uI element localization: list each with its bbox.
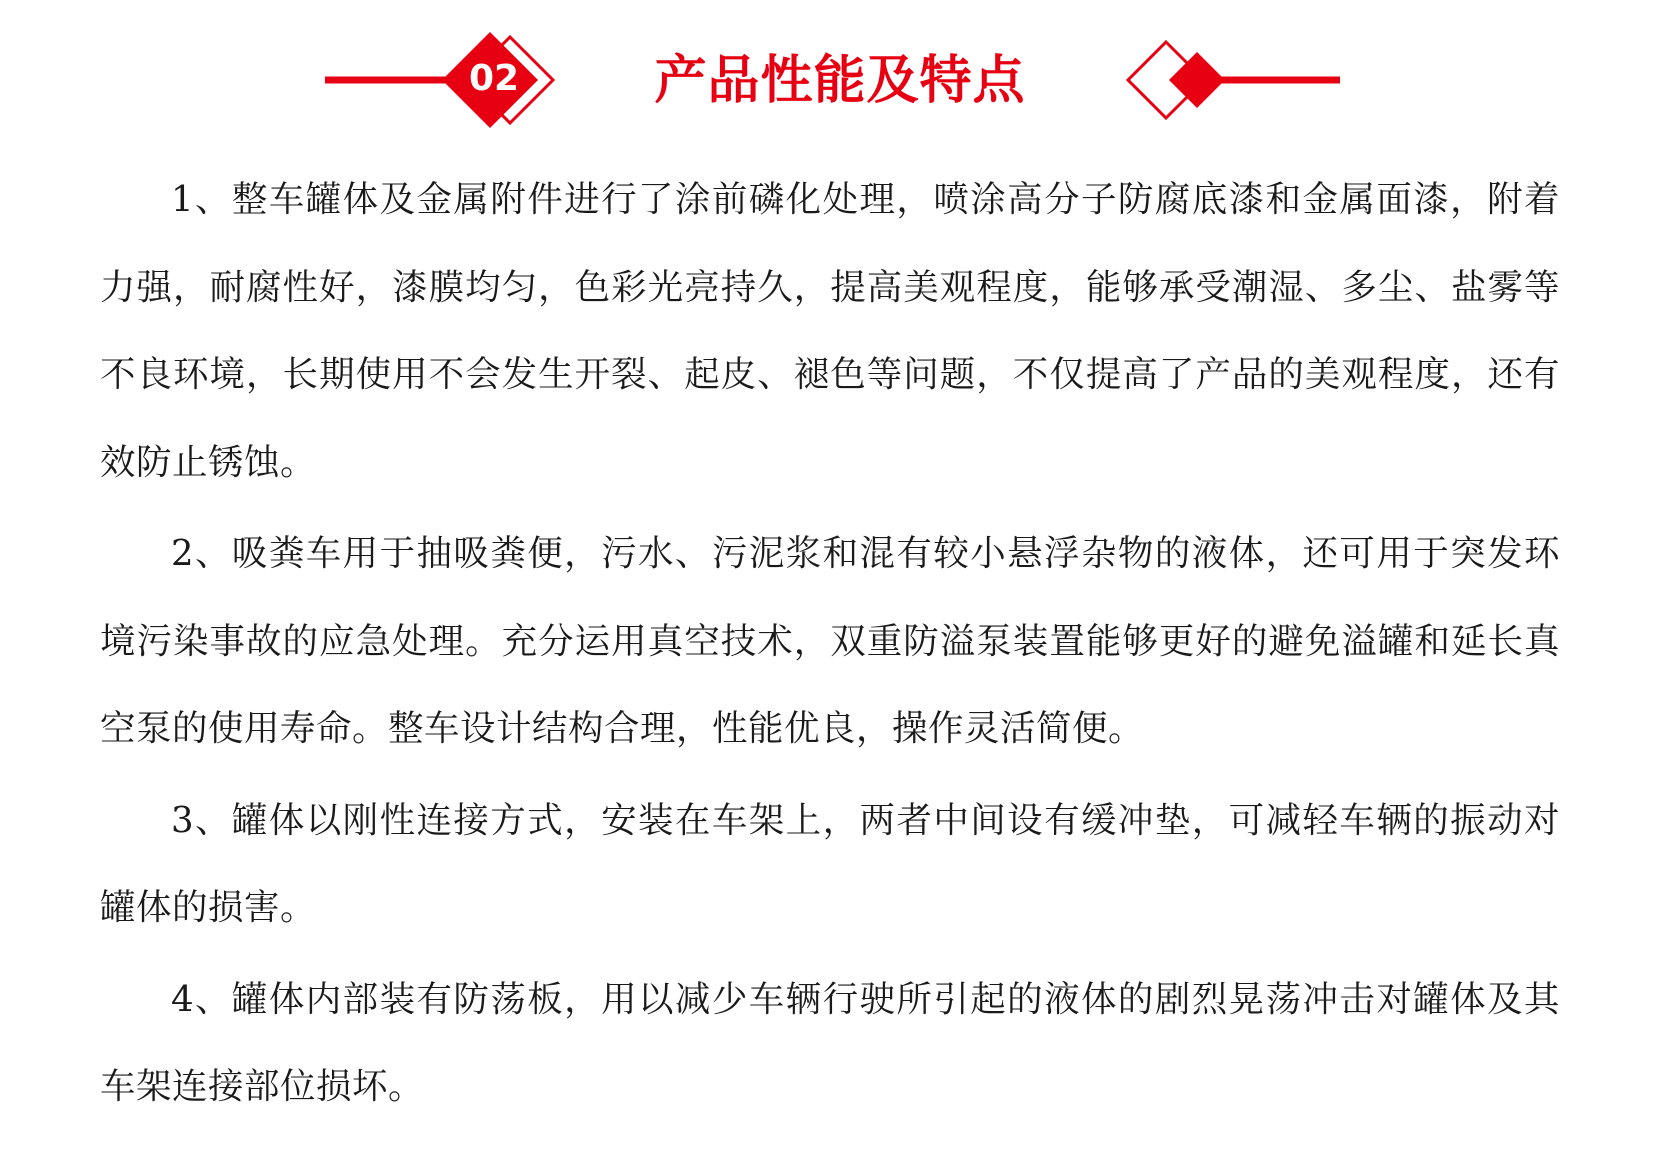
feature-list bbox=[100, 156, 1560, 1135]
feature-paragraph-2: 2、吸粪车用于抽吸粪便，污水、污泥浆和混有较小悬浮杂物的液体，还可用于突发环境污染事故的应急处理。充分运用真空技术，双重防溢泵装置能够更好的避免溢罐和延长真空泵的使用寿命。整车设计结构合理，性能优良，操作灵活简便。 bbox=[100, 533, 1560, 749]
page-title: 产品性能及特点 bbox=[654, 51, 1026, 111]
feature-paragraph-3: 3、罐体以刚性连接方式，安装在车架上，两者中间设有缓冲垫，可减轻车辆的振动对罐体的损害。 bbox=[100, 799, 1560, 928]
section-number: 02 bbox=[468, 58, 520, 99]
section-header bbox=[0, 0, 1654, 160]
feature-paragraph-4: 4、罐体内部装有防荡板，用以减少车辆行驶所引起的液体的剧烈晃荡冲击对罐体及其车架连接部位损坏。 bbox=[100, 978, 1560, 1107]
feature-paragraph-1: 1、整车罐体及金属附件进行了涂前磷化处理，喷涂高分子防腐底漆和金属面漆，附着力强，耐腐性好，漆膜均匀，色彩光亮持久，提高美观程度，能够承受潮湿、多尘、盐雾等不良环境，长期使用不会发生开裂、起皮、褪色等问题，不仅提高了产品的美观程度，还有效防止锈蚀。 bbox=[100, 179, 1560, 483]
